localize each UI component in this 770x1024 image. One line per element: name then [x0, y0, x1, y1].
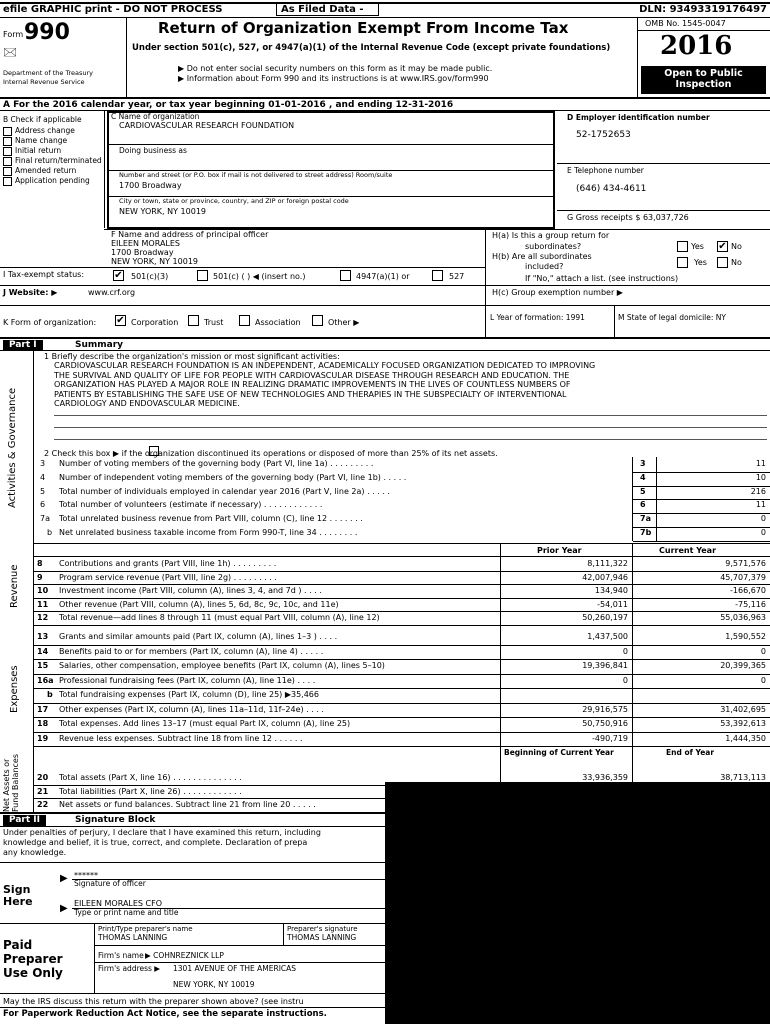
- amount-row-number: 13: [37, 632, 49, 641]
- amount-row-label: Other revenue (Part VIII, column (A), lines 5, 6d, 8c, 9c, 10c, and 11e): [59, 599, 339, 609]
- amount-current[interactable]: 55,036,963: [720, 613, 766, 623]
- gov-row-box: 7b: [640, 528, 652, 537]
- gov-row-label: Number of independent voting members of the governing body (Part VI, line 1b) . . . . .: [59, 472, 407, 482]
- b-checkbox[interactable]: [3, 167, 12, 176]
- hc-label: H(c) Group exemption number ▶: [492, 288, 623, 297]
- dept-irs: Internal Revenue Service: [3, 78, 85, 86]
- form-trust-label: Trust: [204, 318, 224, 327]
- l-year-formation: L Year of formation: 1991: [490, 313, 585, 322]
- amount-row-label: Net assets or fund balances. Subtract line 21 from line 20 . . . . .: [59, 800, 316, 810]
- efile-banner: efile GRAPHIC print - DO NOT PROCESS: [3, 4, 223, 15]
- form-assoc-checkbox[interactable]: [239, 315, 250, 326]
- ha-label: H(a) Is this a group return for: [492, 231, 610, 240]
- dept-treasury: Department of the Treasury: [3, 69, 94, 77]
- hb-no-checkbox[interactable]: [717, 257, 728, 268]
- status-527-label: 527: [449, 272, 465, 281]
- b-checkbox[interactable]: [3, 157, 12, 166]
- b-item[interactable]: [3, 156, 103, 166]
- preparer-label: Preparer: [3, 952, 63, 966]
- amount-prior[interactable]: 0: [622, 646, 628, 656]
- gov-row-value[interactable]: 11: [755, 459, 766, 468]
- amount-row-line: [33, 598, 770, 599]
- street-address: 1700 Broadway: [119, 181, 182, 190]
- prior-year-header: Prior Year: [537, 546, 582, 555]
- amount-row-label: Grants and similar amounts paid (Part IX, column (A), lines 1–3 ) . . . .: [59, 632, 338, 641]
- tax-year: 2016: [660, 31, 733, 61]
- amount-prior[interactable]: 0: [622, 675, 628, 685]
- gov-row-box: 5: [640, 486, 646, 496]
- amount-row-line: [33, 746, 770, 747]
- gov-row-line: [633, 541, 770, 542]
- amount-row-label: Investment income (Part VIII, column (A), lines 3, 4, and 7d ) . . . .: [59, 586, 322, 596]
- firm-address2: NEW YORK, NY 10019: [173, 980, 255, 989]
- b-item[interactable]: [3, 146, 103, 156]
- form-icon: 🖂: [3, 45, 18, 59]
- discontinued-checkbox[interactable]: [149, 446, 159, 456]
- gov-row-number: 3: [40, 459, 46, 468]
- perjury-line3: any knowledge.: [3, 848, 67, 857]
- amount-row-label: Benefits paid to or for members (Part IX, column (A), line 4) . . . . .: [59, 646, 324, 656]
- ha-no-label: No: [731, 242, 742, 251]
- gov-row-label: Net unrelated business taxable income from Form 990-T, line 34 . . . . . . . .: [59, 528, 358, 537]
- b-checkbox[interactable]: [3, 127, 12, 136]
- amount-current[interactable]: 1,590,552: [725, 632, 766, 641]
- amount-row-line: [33, 659, 770, 660]
- amount-row-label: Other expenses (Part IX, column (A), lines 11a–11d, 11f–24e) . . . .: [59, 704, 324, 714]
- amount-prior[interactable]: 1,437,500: [587, 632, 628, 641]
- form-number: 990: [24, 20, 70, 45]
- amount-prior[interactable]: 33,936,359: [582, 773, 628, 782]
- amount-row-line: [33, 688, 770, 689]
- amount-prior[interactable]: -54,011: [597, 599, 628, 609]
- gov-row-label: Total unrelated business revenue from Part VIII, column (C), line 12 . . . . . . .: [59, 514, 363, 524]
- amount-current[interactable]: 20,399,365: [720, 661, 766, 670]
- status-501c-label: 501(c) ( ) ◀ (insert no.): [213, 272, 306, 281]
- amount-row-label: Total fundraising expenses (Part IX, column (D), line 25) ▶35,466: [59, 690, 319, 699]
- sign-label1: Sign: [3, 883, 31, 896]
- amount-prior[interactable]: 42,007,946: [582, 572, 628, 582]
- amount-prior[interactable]: 8,474,007: [587, 800, 628, 810]
- amount-row-number: 8: [37, 559, 43, 568]
- amount-current[interactable]: 38,713,113: [720, 773, 766, 782]
- b-item-label: Amended return: [15, 166, 77, 175]
- mission-line: CARDIOVASCULAR RESEARCH FOUNDATION IS AN INDEPENDENT, ACADEMICALLY FOCUSED ORGANIZATION DEDICATED TO IMPROVING: [54, 361, 596, 370]
- amount-row-number: 18: [37, 719, 49, 728]
- d-label: D Employer identification number: [567, 113, 710, 122]
- amount-row-number: 15: [37, 661, 49, 670]
- perjury-line2: knowledge and belief, it is true, correct, and complete. Declaration of prepa: [3, 838, 308, 847]
- amount-row-number: 17: [37, 704, 49, 714]
- status-4947-label: 4947(a)(1) or: [356, 272, 410, 281]
- amount-row-line: [33, 785, 770, 786]
- amount-row-number: 22: [37, 800, 49, 810]
- ha-yes-label: Yes: [691, 242, 704, 251]
- amount-current[interactable]: 53,392,613: [720, 719, 766, 728]
- preparer-signature: THOMAS LANNING: [287, 933, 357, 942]
- gov-row-box: 4: [640, 472, 646, 482]
- b-checkbox[interactable]: [3, 177, 12, 186]
- paperwork-notice: For Paperwork Reduction Act Notice, see the separate instructions.: [3, 1009, 327, 1019]
- signature-stars: ******: [74, 871, 98, 880]
- phone-value: (646) 434-4611: [576, 184, 647, 194]
- form-corp-label: Corporation: [131, 318, 179, 327]
- amount-current[interactable]: 28,829,073: [720, 786, 766, 796]
- sign-arrow-icon: ▶: [60, 873, 68, 884]
- b-label: B Check if applicable: [3, 115, 82, 124]
- form-subtitle: Under section 501(c), 527, or 4947(a)(1) of the Internal Revenue Code (except private foundations): [132, 43, 611, 53]
- amount-current[interactable]: 9,884,040: [725, 800, 766, 810]
- amount-row-line: [33, 798, 770, 799]
- city-state-zip: NEW YORK, NY 10019: [119, 207, 206, 216]
- officer-addr1: 1700 Broadway: [111, 248, 174, 257]
- amount-row-line: [33, 674, 770, 675]
- c-label: C Name of organization: [111, 112, 200, 121]
- amount-prior[interactable]: 8,111,322: [587, 559, 628, 568]
- mission-line: ORGANIZATION HAS PLAYED A MAJOR ROLE IN REALIZING DRAMATIC IMPROVEMENTS IN THE LIVES OF COUNTLESS NUMBERS OF: [54, 380, 571, 389]
- amount-row-number: 14: [37, 646, 49, 656]
- b-item[interactable]: [3, 126, 103, 136]
- beginning-year-header: Beginning of Current Year: [504, 748, 614, 757]
- amount-row-label: Salaries, other compensation, employee benefits (Part IX, column (A), lines 5–10): [59, 661, 385, 670]
- as-filed-label: As Filed Data -: [276, 3, 379, 16]
- ein-value: 52-1752653: [576, 130, 631, 140]
- b-item[interactable]: [3, 166, 103, 176]
- hb-label: H(b) Are all subordinates: [492, 252, 592, 261]
- ha-no-checkbox[interactable]: ✔: [718, 241, 727, 252]
- side-activities-governance: Activities & Governance: [7, 387, 18, 508]
- m-domicile: M State of legal domicile: NY: [618, 313, 726, 322]
- e-label: E Telephone number: [567, 166, 644, 175]
- j-label: J Website: ▶: [3, 288, 58, 297]
- amount-row-line: [33, 732, 770, 733]
- amount-row-line: [33, 571, 770, 572]
- amount-row-label: Total liabilities (Part X, line 26) . . . . . . . . . . . .: [59, 786, 242, 796]
- amount-row-label: Total revenue—add lines 8 through 11 (must equal Part VIII, column (A), line 12): [59, 613, 380, 623]
- gov-row-box: 7a: [640, 514, 651, 524]
- street-label: Number and street (or P.O. box if mail is not delivered to street address) Room/suite: [119, 171, 393, 179]
- form-title: Return of Organization Exempt From Income Tax: [158, 19, 569, 37]
- ha-label2: subordinates?: [525, 242, 582, 251]
- amount-row-label: Professional fundraising fees (Part IX, column (A), line 11e) . . . .: [59, 675, 316, 685]
- gov-row-value[interactable]: 216: [750, 486, 766, 496]
- officer-signed-name: EILEEN MORALES CFO: [74, 899, 163, 908]
- line-a-tax-year: A For the 2016 calendar year, or tax year beginning 01-01-2016 , and ending 12-31-2016: [3, 100, 454, 110]
- omb-number: OMB No. 1545-0047: [645, 19, 726, 28]
- paid-label: Paid: [3, 938, 33, 952]
- b-item-label: Name change: [15, 136, 68, 145]
- sign-arrow2-icon: ▶: [60, 903, 68, 914]
- website-url[interactable]: www.crf.org: [88, 288, 136, 297]
- gov-row-label: Number of voting members of the governing body (Part VI, line 1a) . . . . . . . . .: [59, 459, 374, 468]
- hb-yes-checkbox[interactable]: [677, 257, 688, 268]
- mission-line: PATIENTS BY ESTABLISHING THE SAFE USE OF NEW TECHNOLOGIES AND THERAPIES IN THE SUBSPECIALTY OF INTERVENTIONAL: [54, 389, 567, 399]
- b-item-label: Address change: [15, 126, 75, 135]
- amount-current[interactable]: 9,571,576: [725, 559, 766, 568]
- ha-yes-checkbox[interactable]: [677, 241, 688, 252]
- amount-current[interactable]: 1,444,350: [725, 733, 766, 743]
- part1-title: Summary: [75, 340, 124, 350]
- form-other-checkbox[interactable]: [312, 315, 323, 326]
- org-name: CARDIOVASCULAR RESEARCH FOUNDATION: [119, 121, 295, 130]
- amount-row-number: b: [47, 690, 53, 699]
- gov-col-divider: [632, 457, 633, 541]
- gov-row-number: 6: [40, 500, 46, 510]
- current-year-header: Current Year: [659, 546, 717, 555]
- amount-row-label: Contributions and grants (Part VIII, line 1h) . . . . . . . . .: [59, 559, 277, 568]
- gov-box-divider: [656, 457, 657, 541]
- amount-row-line: [33, 611, 770, 612]
- amount-current[interactable]: 45,707,379: [720, 572, 766, 582]
- f-label: F Name and address of principal officer: [111, 230, 269, 239]
- amount-row-label: Program service revenue (Part VIII, line 2g) . . . . . . . . .: [59, 572, 277, 582]
- form-assoc-label: Association: [255, 318, 301, 327]
- gross-receipts: G Gross receipts $ 63,037,726: [567, 213, 689, 222]
- hb-yes-label: Yes: [694, 258, 707, 267]
- amount-row-line: [33, 812, 770, 813]
- firm-name-label: Firm's name: [98, 951, 144, 960]
- gov-row-number: b: [47, 528, 53, 537]
- preparer-name: THOMAS LANNING: [98, 933, 168, 942]
- name-title-label: Type or print name and title: [74, 908, 179, 917]
- officer-name: EILEEN MORALES: [111, 239, 181, 248]
- amount-prior[interactable]: -490,719: [592, 733, 628, 743]
- hb-no-label: No: [731, 258, 742, 267]
- form-other-label: Other ▶: [328, 318, 360, 327]
- b-checkbox[interactable]: [3, 147, 12, 156]
- amount-row-line: [33, 625, 770, 626]
- amount-prior[interactable]: 50,260,197: [582, 613, 628, 623]
- gov-row-value[interactable]: 11: [755, 500, 766, 510]
- gov-row-number: 7a: [40, 514, 50, 524]
- form-label: Form: [3, 30, 24, 39]
- hb-label2: included?: [525, 262, 564, 271]
- dln-number: DLN: 93493319176497: [639, 4, 767, 15]
- ssn-warning: ▶ Do not enter social security numbers on this form as it may be made public.: [178, 64, 493, 73]
- side-expenses: Expenses: [9, 665, 20, 713]
- gov-row-box: 6: [640, 500, 646, 510]
- amount-current[interactable]: 0: [760, 675, 766, 685]
- amount-current[interactable]: -166,670: [730, 586, 766, 596]
- use-only-label: Use Only: [3, 966, 63, 980]
- gov-row-number: 4: [40, 472, 46, 482]
- q2-discontinued: 2 Check this box ▶ if the organization discontinued its operations or disposed of more than 25% of its net assets.: [44, 449, 498, 458]
- amount-row-label: Total assets (Part X, line 16) . . . . . . . . . . . . . .: [59, 773, 242, 782]
- q1-label: 1 Briefly describe the organization's mission or most significant activities:: [44, 352, 340, 361]
- side-net-assets: Net Assets or Fund Balances: [2, 754, 20, 812]
- sign-label2: Here: [3, 895, 33, 908]
- signature-label: Signature of officer: [74, 879, 146, 888]
- open-public-badge: Open to Public Inspection: [641, 66, 766, 94]
- amount-row-line: [33, 703, 770, 704]
- amount-row-line: [33, 645, 770, 646]
- hb-instruction: If "No," attach a list. (see instructions): [525, 274, 679, 283]
- info-link[interactable]: ▶ Information about Form 990 and its instructions is at www.IRS.gov/form990: [178, 74, 489, 83]
- b-checkbox[interactable]: [3, 137, 12, 146]
- gov-row-label: Total number of volunteers (estimate if necessary) . . . . . . . . . . . .: [59, 500, 323, 510]
- amount-prior[interactable]: 25,462,352: [582, 786, 628, 796]
- gov-row-number: 5: [40, 486, 46, 496]
- amount-current[interactable]: 0: [760, 646, 766, 656]
- b-item-label: Final return/terminated: [15, 156, 102, 165]
- k-label: K Form of organization:: [3, 318, 97, 327]
- preparer-sig-label: Preparer's signature: [287, 925, 358, 933]
- amount-row-number: 21: [37, 786, 49, 796]
- end-year-header: End of Year: [666, 748, 715, 757]
- b-item[interactable]: [3, 136, 103, 146]
- amount-row-number: 12: [37, 613, 49, 623]
- mission-line: THE SURVIVAL AND QUALITY OF LIFE FOR PEOPLE WITH CARDIOVASCULAR DISEASE THROUGH RESEARCH AND EDUCATION. THE: [54, 370, 570, 380]
- mission-line: CARDIOLOGY AND ENDOVASCULAR MEDICINE.: [54, 399, 240, 408]
- form-corp-checkbox[interactable]: ✔: [116, 315, 125, 326]
- gov-row-value[interactable]: 0: [760, 528, 766, 537]
- amount-row-number: 11: [37, 599, 49, 609]
- status-527-checkbox[interactable]: [432, 270, 443, 281]
- amount-prior[interactable]: 134,940: [594, 586, 628, 596]
- b-item[interactable]: [3, 176, 103, 186]
- amount-row-number: 16a: [37, 675, 54, 685]
- gov-row-box: 3: [640, 459, 646, 468]
- amount-row-line: [33, 584, 770, 585]
- b-item-label: Initial return: [15, 146, 62, 155]
- side-revenue: Revenue: [9, 564, 20, 608]
- firm-address1: 1301 AVENUE OF THE AMERICAS: [173, 964, 297, 973]
- redaction-block: [385, 782, 770, 1024]
- amount-row-label: Revenue less expenses. Subtract line 18 from line 12 . . . . . .: [59, 733, 303, 743]
- amount-row-number: 19: [37, 733, 49, 743]
- amount-current[interactable]: 31,402,695: [720, 704, 766, 714]
- status-501c-checkbox[interactable]: [197, 270, 208, 281]
- status-4947-checkbox[interactable]: [340, 270, 351, 281]
- b-item-label: Application pending: [15, 176, 90, 185]
- amount-row-number: 10: [37, 586, 49, 596]
- amount-prior[interactable]: 29,916,575: [582, 704, 628, 714]
- city-label: City or town, state or province, country, and ZIP or foreign postal code: [119, 197, 349, 205]
- part1-tag: Part I: [3, 340, 43, 351]
- status-501c3-label: 501(c)(3): [131, 272, 169, 281]
- amount-current[interactable]: -75,116: [735, 599, 766, 609]
- part2-title: Signature Block: [75, 815, 156, 825]
- amount-prior[interactable]: 50,750,916: [582, 719, 628, 728]
- form-trust-checkbox[interactable]: [188, 315, 199, 326]
- firm-name: ▶ COHNREZNICK LLP: [145, 951, 224, 960]
- amount-row-line: [33, 717, 770, 718]
- amount-row-number: 20: [37, 773, 49, 782]
- status-501c3-checkbox[interactable]: ✔: [114, 270, 123, 281]
- firm-address-label: Firm's address ▶: [98, 964, 161, 973]
- part2-tag: Part II: [3, 815, 46, 826]
- amount-prior[interactable]: 19,396,841: [582, 661, 628, 670]
- gov-row-label: Total number of individuals employed in calendar year 2016 (Part V, line 2a) . . . . .: [59, 486, 390, 496]
- gov-row-value[interactable]: 10: [755, 472, 766, 482]
- discuss-question: May the IRS discuss this return with the preparer shown above? (see instru: [3, 997, 304, 1006]
- dba-label: Doing business as: [119, 146, 187, 155]
- preparer-name-label: Print/Type preparer's name: [98, 925, 193, 933]
- perjury-line1: Under penalties of perjury, I declare that I have examined this return, including: [3, 828, 321, 837]
- amount-row-number: 9: [37, 572, 43, 582]
- i-label: I Tax-exempt status:: [3, 270, 85, 279]
- amount-row-label: Total expenses. Add lines 13–17 (must equal Part IX, column (A), line 25): [59, 719, 351, 728]
- gov-row-value[interactable]: 0: [760, 514, 766, 524]
- officer-addr2: NEW YORK, NY 10019: [111, 257, 198, 266]
